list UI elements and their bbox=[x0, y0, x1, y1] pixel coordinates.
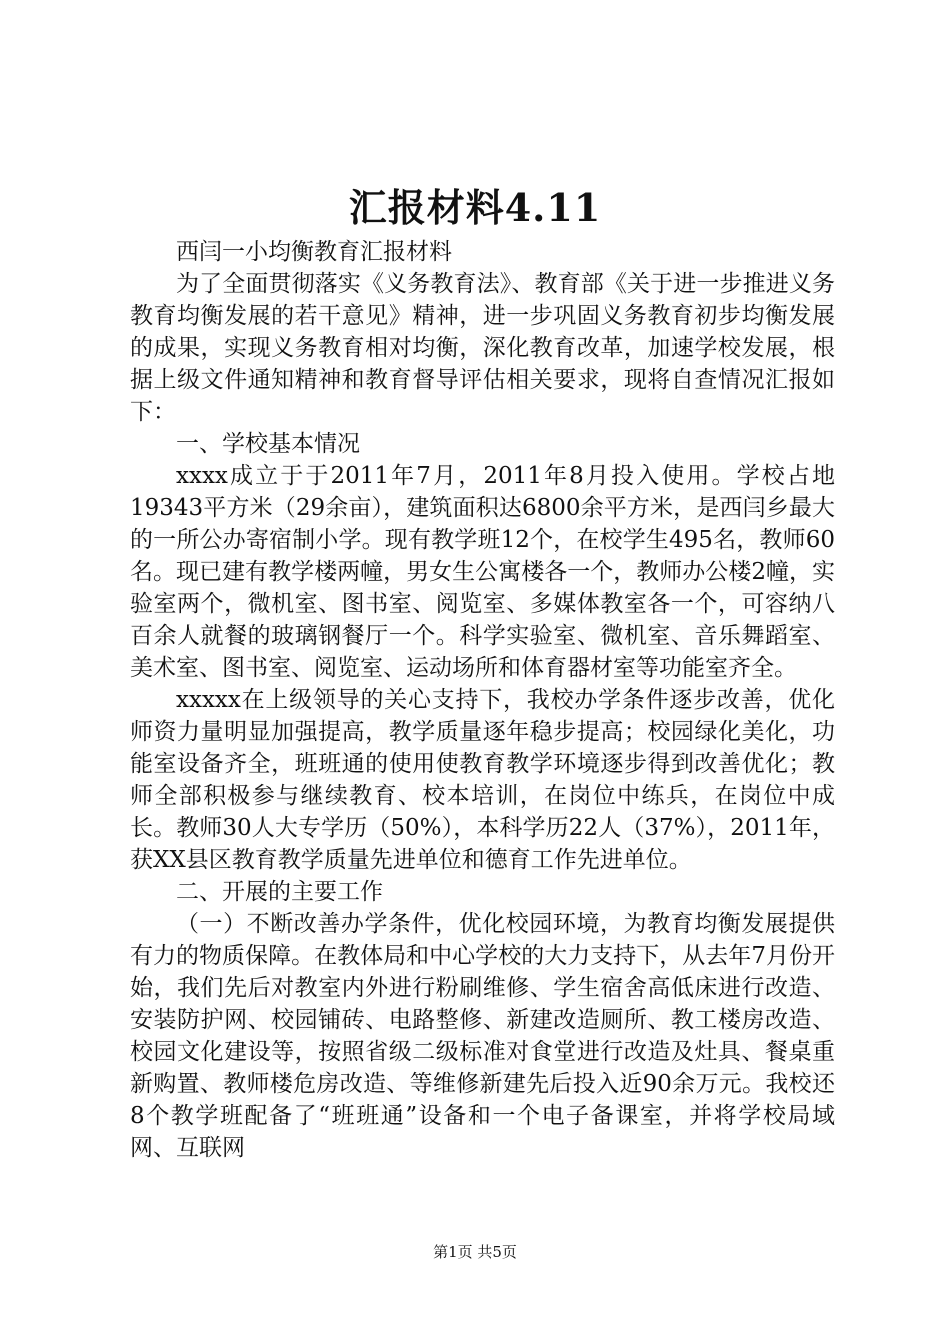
document-body bbox=[130, 236, 835, 1164]
paragraph-school-progress: xxxxx在上级领导的关心支持下，我校办学条件逐步改善，优化师资力量明显加强提高，教学质量逐年稳步提高；校园绿化美化，功能室设备齐全，班班通的使用使教育教学环境逐步得到改善优化；教师全部积极参与继续教育、校本培训，在岗位中练兵，在岗位中成长。教师30人大专学历（50%），本科学历22人（37%），2011年，获XX县区教育教学质量先进单位和德育工作先进单位。 bbox=[130, 687, 835, 873]
document-title: 汇报材料4.11 bbox=[348, 185, 602, 230]
report-subtitle: 西闫一小均衡教育汇报材料 bbox=[176, 239, 452, 265]
paragraph-intro: 为了全面贯彻落实《义务教育法》、教育部《关于进一步推进义务教育均衡发展的若干意见》精神，进一步巩固义务教育初步均衡发展的成果，实现义务教育相对均衡，深化教育改革，加速学校发展，根据上级文件通知精神和教育督导评估相关要求，现将自查情况汇报如下： bbox=[130, 271, 835, 425]
paragraph-improve-conditions: （一）不断改善办学条件，优化校园环境，为教育均衡发展提供有力的物质保障。在教体局和中心学校的大力支持下，从去年7月份开始，我们先后对教室内外进行粉刷维修、学生宿舍高低床进行改造、安装防护网、校园铺砖、电路整修、新建改造厕所、教工楼房改造、校园文化建设等，按照省级二级标准对食堂进行改造及灶具、餐桌重新购置、教师楼危房改造、等维修新建先后投入近90余万元。我校还8个教学班配备了“班班通”设备和一个电子备课室，并将学校局域网、互联网 bbox=[130, 911, 835, 1161]
page-number-footer: 第1页 共5页 bbox=[433, 1243, 517, 1261]
section-heading-main-work: 二、开展的主要工作 bbox=[176, 879, 383, 905]
section-heading-basic-info: 一、学校基本情况 bbox=[176, 431, 360, 457]
paragraph-school-overview: xxxx成立于于2011年7月，2011年8月投入使用。学校占地19343平方米（29余亩），建筑面积达6800余平方米，是西闫乡最大的一所公办寄宿制小学。现有教学班12个，在校学生495名，教师60名。现已建有教学楼两幢，男女生公寓楼各一个，教师办公楼2幢，实验室两个，微机室、图书室、阅览室、多媒体教室各一个，可容纳八百余人就餐的玻璃钢餐厅一个。科学实验室、微机室、音乐舞蹈室、美术室、图书室、阅览室、运动场所和体育器材室等功能室齐全。 bbox=[130, 463, 835, 681]
